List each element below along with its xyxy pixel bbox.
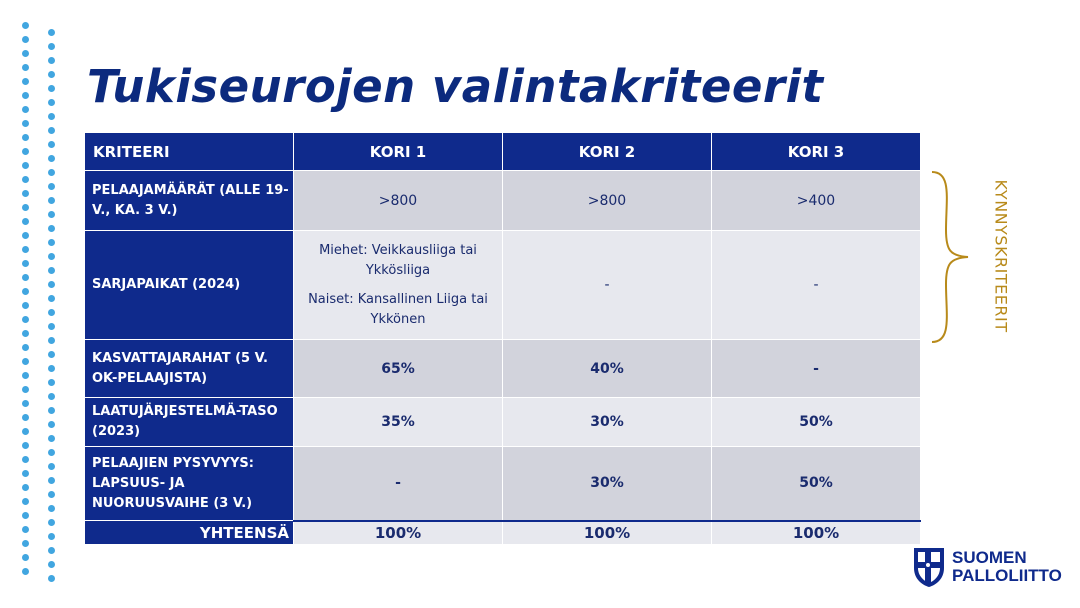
decorative-dot [48,421,55,428]
decorative-dot [22,414,29,421]
cell-value: >400 [712,171,921,231]
suomen-palloliitto-logo [912,546,1064,588]
cell-value: - [294,447,503,521]
decorative-dot [22,526,29,533]
decorative-dot [48,253,55,260]
cell-value: - [503,231,712,340]
decorative-dot [48,337,55,344]
table-row [85,171,921,231]
decorative-dot [22,330,29,337]
decorative-dot [22,428,29,435]
decorative-dot [22,232,29,239]
cell-value: 50% [712,398,921,447]
curly-brace-icon [928,170,978,345]
decorative-dot [48,365,55,372]
total-value: 100% [294,521,503,545]
total-value: 100% [712,521,921,545]
decorative-dot [48,225,55,232]
cell-value: 30% [503,398,712,447]
decorative-dot [22,190,29,197]
cell-value: - [712,231,921,340]
header-kori-2: KORI 2 [503,133,712,171]
row-label-laatujarjestelma: LAATUJÄRJESTELMÄ-TASO (2023) [85,398,294,447]
row-label-sarjapaikat: SARJAPAIKAT (2024) [85,231,294,340]
cell-value: >800 [294,171,503,231]
decorative-dot [48,281,55,288]
logo-text [952,549,1062,585]
decorative-dot [48,267,55,274]
decorative-dot [22,120,29,127]
decorative-dot [48,295,55,302]
decorative-dot [22,386,29,393]
decorative-dot [48,155,55,162]
decorative-dot [48,211,55,218]
threshold-criteria-label: KYNNYSKRITEERIT [991,179,1011,333]
decorative-dot [48,323,55,330]
decorative-dot [22,92,29,99]
decorative-dot [22,442,29,449]
dot-pattern-decoration [22,22,60,592]
decorative-dot [22,148,29,155]
decorative-dot [22,22,29,29]
cell-sarjapaikat-kori-1 [294,231,503,340]
table-row [85,398,921,447]
decorative-dot [22,288,29,295]
row-label-kasvattajarahat: KASVATTAJARAHAT (5 V. OK-PELAAJISTA) [85,340,294,398]
decorative-dot [22,456,29,463]
cell-value: >800 [503,171,712,231]
decorative-dot [22,274,29,281]
decorative-dot [48,463,55,470]
criteria-table [84,132,921,545]
total-label: YHTEENSÄ [85,521,294,545]
decorative-dot [48,113,55,120]
row-label-pelaajamaarat: PELAAJAMÄÄRÄT (ALLE 19-V., KA. 3 V.) [85,171,294,231]
decorative-dot [22,316,29,323]
decorative-dot [22,344,29,351]
decorative-dot [22,554,29,561]
cell-value: 30% [503,447,712,521]
decorative-dot [48,169,55,176]
decorative-dot [22,246,29,253]
decorative-dot [22,568,29,575]
decorative-dot [48,351,55,358]
decorative-dot [48,435,55,442]
decorative-dot [48,449,55,456]
decorative-dot [22,106,29,113]
decorative-dot [22,204,29,211]
decorative-dot [22,64,29,71]
decorative-dot [22,470,29,477]
decorative-dot [48,99,55,106]
total-value: 100% [503,521,712,545]
decorative-dot [22,162,29,169]
cell-value: 40% [503,340,712,398]
decorative-dot [48,57,55,64]
decorative-dot [22,540,29,547]
cell-line-men: Miehet: Veikkausliiga tai Ykkösliiga [319,242,477,278]
slide-title: Tukiseurojen valintakriteerit [87,60,824,113]
decorative-dot [48,239,55,246]
decorative-dot [48,309,55,316]
decorative-dot [48,407,55,414]
cell-line-women: Naiset: Kansallinen Liiga tai Ykkönen [308,291,488,327]
logo-line-1: SUOMEN [952,548,1027,567]
decorative-dot [22,372,29,379]
table-total-row [85,521,921,545]
cell-value: 65% [294,340,503,398]
decorative-dot [22,484,29,491]
decorative-dot [48,43,55,50]
decorative-dot [48,379,55,386]
decorative-dot [22,36,29,43]
suomen-palloliitto-shield-logo [912,546,946,588]
decorative-dot [48,393,55,400]
decorative-dot [48,575,55,582]
decorative-dot [48,85,55,92]
decorative-dot [48,561,55,568]
decorative-dot [22,260,29,267]
decorative-dot [48,477,55,484]
cell-value: - [712,340,921,398]
decorative-dot [48,141,55,148]
decorative-dot [48,71,55,78]
table-row [85,231,921,340]
decorative-dot [22,358,29,365]
header-criteria: KRITEERI [85,133,294,171]
decorative-dot [48,29,55,36]
logo-line-2: PALLOLIITTO [952,566,1062,585]
cell-value: 35% [294,398,503,447]
decorative-dot [48,519,55,526]
cell-value: 50% [712,447,921,521]
row-label-pysyvyys: PELAAJIEN PYSYVYYS: LAPSUUS- JA NUORUUSVAIHE (3 V.) [85,447,294,521]
decorative-dot [48,547,55,554]
header-kori-1: KORI 1 [294,133,503,171]
decorative-dot [22,512,29,519]
table-row [85,447,921,521]
table-header-row [85,133,921,171]
decorative-dot [48,183,55,190]
decorative-dot [22,302,29,309]
decorative-dot [48,505,55,512]
decorative-dot [48,491,55,498]
decorative-dot [48,197,55,204]
table-row [85,340,921,398]
decorative-dot [22,50,29,57]
decorative-dot [22,218,29,225]
decorative-dot [22,400,29,407]
decorative-dot [22,78,29,85]
decorative-dot [48,533,55,540]
decorative-dot [48,127,55,134]
decorative-dot [22,134,29,141]
header-kori-3: KORI 3 [712,133,921,171]
decorative-dot [22,498,29,505]
decorative-dot [22,176,29,183]
